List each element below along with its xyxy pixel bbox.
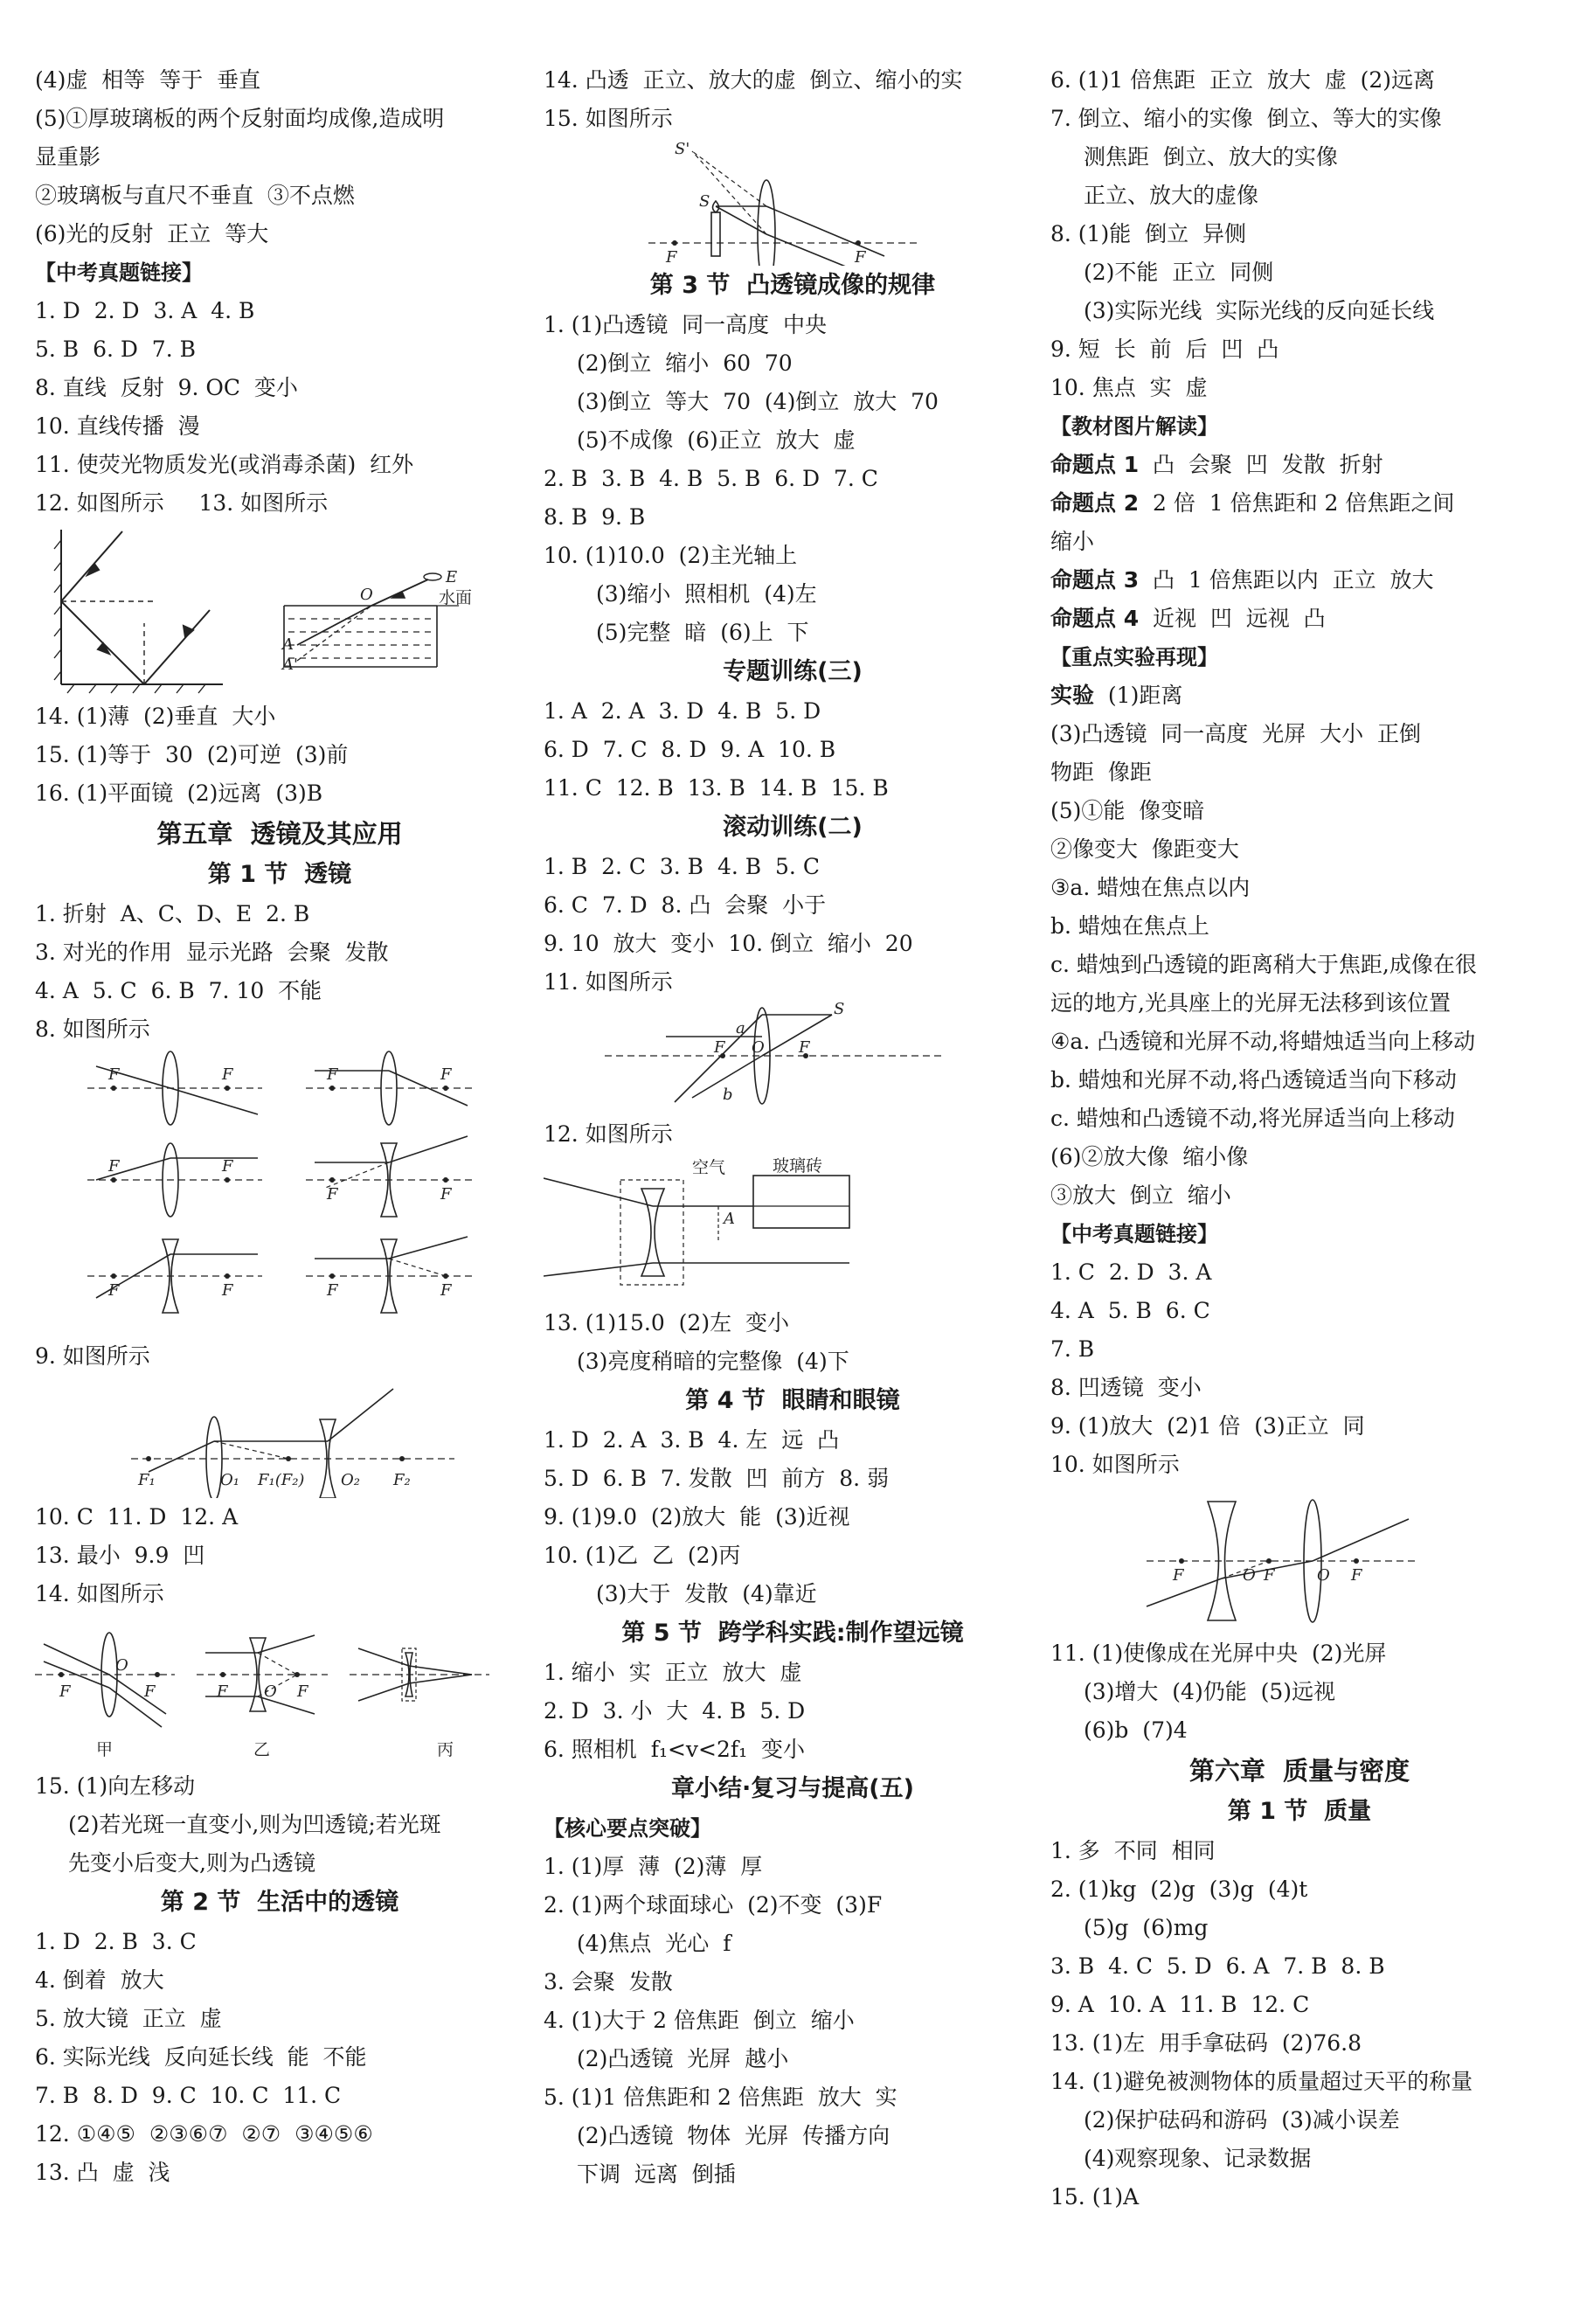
text-line: 11. C 12. B 13. B 14. B 15. B bbox=[544, 775, 889, 801]
fig-label-O: O bbox=[1317, 1566, 1330, 1585]
figure-three-lens-cases bbox=[35, 1613, 524, 1767]
text-line: 15. 如图所示 bbox=[544, 106, 673, 131]
text-line: 1. 缩小 实 正立 放大 虚 bbox=[544, 1660, 802, 1685]
text-line: (3)亮度稍暗的完整像 (4)下 bbox=[577, 1349, 849, 1374]
text-line: (2)凸透镜 物体 光屏 传播方向 bbox=[577, 2123, 890, 2148]
fig-label-O1: O₁ bbox=[220, 1471, 239, 1489]
fig-label-F: F bbox=[440, 1185, 452, 1204]
text-line: 6. 照相机 f₁<v<2f₁ 变小 bbox=[544, 1737, 806, 1762]
text-line: 10. 如图所示 bbox=[1050, 1452, 1180, 1477]
fig-label-F: F bbox=[855, 248, 866, 266]
fig-label-F: F bbox=[799, 1038, 810, 1057]
text-line bbox=[1050, 676, 1549, 715]
fig-label-F: F bbox=[1351, 1566, 1362, 1585]
text-line: 1. B 2. C 3. B 4. B 5. C bbox=[544, 854, 820, 879]
section-title: 第 3 节 凸透镜成像的规律 bbox=[649, 272, 936, 299]
fig-label-F: F bbox=[327, 1185, 338, 1204]
text-line: 10. (1)乙 乙 (2)丙 bbox=[544, 1543, 741, 1568]
section-label: 【教材图片解读】 bbox=[1050, 414, 1218, 439]
text-line: 正立、放大的虚像 bbox=[1084, 183, 1259, 208]
text-line: 4. A 5. B 6. C bbox=[1050, 1298, 1210, 1323]
fig-label-F: F bbox=[108, 1157, 120, 1176]
text-line: (5)完整 暗 (6)上 下 bbox=[596, 620, 809, 645]
figure-two-lenses bbox=[35, 1376, 524, 1498]
text-line: ③a. 蜡烛在焦点以内 bbox=[1050, 875, 1251, 900]
point-label: 命题点 4 bbox=[1050, 606, 1140, 631]
text-line: 10. C 11. D 12. A bbox=[35, 1504, 239, 1530]
text-line: 14. 如图所示 bbox=[35, 1581, 164, 1606]
text-line: 9. 如图所示 bbox=[35, 1343, 150, 1369]
text-line: 5. (1)1 倍焦距和 2 倍焦距 放大 实 bbox=[544, 2085, 897, 2110]
text-line: ②玻璃板与直尺不垂直 ③不点燃 bbox=[35, 183, 355, 208]
text-line: 8. 如图所示 bbox=[35, 1016, 150, 1042]
text-line: 3. B 4. C 5. D 6. A 7. B 8. B bbox=[1050, 1953, 1385, 1979]
text-line: 1. 折射 A、C、D、E 2. B bbox=[35, 901, 310, 926]
text-line: 8. B 9. B bbox=[544, 504, 646, 530]
text-line: 8. (1)能 倒立 异侧 bbox=[1050, 221, 1246, 246]
text-line: 8. 直线 反射 9. OC 变小 bbox=[35, 375, 298, 400]
text-line: 1. D 2. D 3. A 4. B bbox=[35, 298, 255, 323]
fig-label-F: F bbox=[108, 1281, 120, 1300]
text-line: 5. 放大镜 正立 虚 bbox=[35, 2006, 222, 2031]
fig-label-F: F bbox=[1173, 1566, 1184, 1585]
text-line: 4. 倒着 放大 bbox=[35, 1967, 164, 1993]
fig-label-F2: F₂ bbox=[393, 1471, 411, 1489]
text-line: 13. (1)左 用手拿砝码 (2)76.8 bbox=[1050, 2030, 1362, 2056]
fig-label-F: F bbox=[327, 1065, 338, 1084]
text-line: (6)b (7)4 bbox=[1084, 1717, 1188, 1743]
figure-candle-convex-lens bbox=[544, 138, 1042, 266]
text-line: 1. (1)凸透镜 同一高度 中央 bbox=[544, 312, 827, 337]
text-line: 7. 倒立、缩小的实像 倒立、等大的实像 bbox=[1050, 106, 1442, 131]
text-line bbox=[1050, 561, 1549, 600]
text-line bbox=[1050, 446, 1549, 484]
point-label: 命题点 2 bbox=[1050, 490, 1140, 516]
text-line: 缩小 bbox=[1050, 529, 1095, 554]
text-line: 显重影 bbox=[35, 144, 101, 170]
text-line: 2. (1)两个球面球心 (2)不变 (3)F bbox=[544, 1892, 883, 1918]
section-label: 【重点实验再现】 bbox=[1050, 645, 1218, 669]
text-line: 15. (1)向左移动 bbox=[35, 1773, 196, 1799]
text-line: c. 蜡烛到凸透镜的距离稍大于焦距,成像在很 bbox=[1050, 952, 1477, 977]
text-line bbox=[1050, 600, 1549, 638]
fig-caption-jia: 甲 bbox=[96, 1740, 114, 1759]
section-title: 第 5 节 跨学科实践:制作望远镜 bbox=[621, 1620, 964, 1647]
text-line: 6. D 7. C 8. D 9. A 10. B bbox=[544, 737, 836, 762]
text-line: 1. C 2. D 3. A bbox=[1050, 1259, 1212, 1285]
text-line: 4. (1)大于 2 倍焦距 倒立 缩小 bbox=[544, 2008, 855, 2033]
text-line: (6)②放大像 缩小像 bbox=[1050, 1144, 1249, 1169]
fig-label-A: A bbox=[724, 1210, 735, 1228]
fig-label-F: F bbox=[222, 1065, 233, 1084]
fig-label-S: S bbox=[834, 1002, 845, 1018]
text-line: 11. 如图所示 bbox=[544, 969, 673, 995]
fig-label-F: F bbox=[666, 248, 677, 266]
text-line: 15. (1)A bbox=[1050, 2184, 1140, 2210]
text-line: 15. (1)等于 30 (2)可逆 (3)前 bbox=[35, 742, 349, 767]
text-line: 5. B 6. D 7. B bbox=[35, 336, 196, 362]
text-line: (3)实际光线 实际光线的反向延长线 bbox=[1084, 298, 1435, 323]
text-line: 16. (1)平面镜 (2)远离 (3)B bbox=[35, 780, 323, 806]
fig-label-F: F bbox=[297, 1682, 308, 1701]
text-line: 13. 最小 9.9 凹 bbox=[35, 1543, 205, 1568]
text-line: 4. A 5. C 6. B 7. 10 不能 bbox=[35, 978, 322, 1003]
text-line: 13. (1)15.0 (2)左 变小 bbox=[544, 1310, 789, 1335]
section-title: 专题训练(三) bbox=[723, 658, 863, 685]
text-line: (5)g (6)mg bbox=[1084, 1915, 1209, 1940]
text-line: (2)不能 正立 同侧 bbox=[1084, 260, 1274, 285]
text-line: 9. 短 长 前 后 凹 凸 bbox=[1050, 336, 1279, 362]
fig-label-F: F bbox=[222, 1281, 233, 1300]
text-line: 远的地方,光具座上的光屏无法移到该位置 bbox=[1050, 990, 1451, 1016]
fig-caption-bing: 丙 bbox=[437, 1740, 454, 1759]
point-label: 命题点 3 bbox=[1050, 567, 1140, 593]
section-title: 章小结·复习与提高(五) bbox=[671, 1775, 914, 1802]
figure-glass-block bbox=[544, 1154, 1042, 1304]
section-title: 滚动训练(二) bbox=[723, 814, 863, 841]
fig-label-a: a bbox=[736, 1019, 745, 1037]
text-line: (5)不成像 (6)正立 放大 虚 bbox=[577, 427, 856, 453]
text-line: (2)倒立 缩小 60 70 bbox=[577, 350, 793, 376]
text-line: 12. 如图所示 13. 如图所示 bbox=[35, 490, 329, 516]
text-line: 6. C 7. D 8. 凸 会聚 小于 bbox=[544, 892, 827, 918]
fig-label-F: F bbox=[1264, 1566, 1275, 1585]
fig-label-F1F2: F₁(F₂) bbox=[258, 1471, 305, 1489]
chapter-title: 第五章 透镜及其应用 bbox=[156, 819, 403, 849]
text-line: (5)①厚玻璃板的两个反射面均成像,造成明 bbox=[35, 106, 445, 131]
text-line: b. 蜡烛和光屏不动,将凸透镜适当向下移动 bbox=[1050, 1067, 1457, 1093]
fig-label-F1: F₁ bbox=[138, 1471, 156, 1489]
text-line: (3)凸透镜 同一高度 光屏 大小 正倒 bbox=[1050, 721, 1421, 746]
text-line: ②像变大 像距变大 bbox=[1050, 836, 1239, 862]
text-line: 6. (1)1 倍焦距 正立 放大 虚 (2)远离 bbox=[1050, 67, 1436, 93]
text-line: 12. 如图所示 bbox=[544, 1121, 673, 1147]
experiment-label: 实验 bbox=[1050, 683, 1095, 708]
point-text: 凸 1 倍焦距以内 正立 放大 bbox=[1139, 567, 1434, 593]
text-line: 10. 焦点 实 虚 bbox=[1050, 375, 1208, 400]
fig-label-O: O bbox=[360, 586, 373, 604]
fig-label-F: F bbox=[59, 1682, 71, 1701]
fig-label-F: F bbox=[144, 1682, 156, 1701]
text-line: (6)光的反射 正立 等大 bbox=[35, 221, 269, 246]
text-line: (3)倒立 等大 70 (4)倒立 放大 70 bbox=[577, 389, 939, 414]
column-3 bbox=[1050, 61, 1549, 2216]
figure-concave-convex-pair bbox=[1050, 1484, 1549, 1634]
section-label: 【中考真题链接】 bbox=[1050, 1222, 1218, 1246]
text-line: ④a. 凸透镜和光屏不动,将蜡烛适当向上移动 bbox=[1050, 1029, 1476, 1054]
fig-label-air: 空气 bbox=[692, 1158, 726, 1177]
text-line: 3. 会聚 发散 bbox=[544, 1969, 673, 1994]
text-line: 2. D 3. 小 大 4. B 5. D bbox=[544, 1698, 806, 1724]
text-line: 13. 凸 虚 浅 bbox=[35, 2160, 170, 2185]
fig-label-F: F bbox=[714, 1038, 725, 1057]
text-line: 2. (1)kg (2)g (3)g (4)t bbox=[1050, 1877, 1308, 1902]
text-line: 14. (1)避免被测物体的质量超过天平的称量 bbox=[1050, 2069, 1473, 2094]
fig-label-O: O bbox=[115, 1656, 128, 1675]
text-line: 9. 10 放大 变小 10. 倒立 缩小 20 bbox=[544, 931, 913, 956]
text-line: b. 蜡烛在焦点上 bbox=[1050, 913, 1209, 939]
text-line bbox=[1050, 484, 1549, 523]
fig-label-O: O bbox=[752, 1038, 765, 1057]
section-label: 【中考真题链接】 bbox=[35, 260, 203, 285]
text-line: (4)焦点 光心 f bbox=[577, 1931, 731, 1956]
text-line: 2. B 3. B 4. B 5. B 6. D 7. C bbox=[544, 466, 878, 491]
text-line: ③放大 倒立 缩小 bbox=[1050, 1183, 1231, 1208]
text-line: (3)缩小 照相机 (4)左 bbox=[596, 581, 817, 607]
fig-label-F: F bbox=[327, 1281, 338, 1300]
section-title: 第 2 节 生活中的透镜 bbox=[160, 1889, 399, 1916]
point-text: 2 倍 1 倍焦距和 2 倍焦距之间 bbox=[1139, 490, 1455, 516]
text-line: 11. (1)使像成在光屏中央 (2)光屏 bbox=[1050, 1641, 1387, 1666]
fig-label-F: F bbox=[222, 1157, 233, 1176]
fig-label-A: A bbox=[282, 635, 294, 654]
text-line: 7. B 8. D 9. C 10. C 11. C bbox=[35, 2083, 342, 2108]
text-line: 1. A 2. A 3. D 4. B 5. D bbox=[544, 698, 821, 724]
figure-mirror-and-water bbox=[35, 523, 524, 697]
text-line: 1. (1)厚 薄 (2)薄 厚 bbox=[544, 1854, 763, 1879]
text-line: 10. (1)10.0 (2)主光轴上 bbox=[544, 543, 798, 568]
figure-lens-ray-diagrams bbox=[35, 1049, 524, 1337]
fig-label-glass-brick: 玻璃砖 bbox=[773, 1156, 823, 1176]
text-line: (2)凸透镜 光屏 越小 bbox=[577, 2046, 789, 2071]
fig-label-water-surface: 水面 bbox=[439, 588, 473, 607]
fig-label-S: S bbox=[699, 192, 710, 211]
point-text: 凸 会聚 凹 发散 折射 bbox=[1139, 452, 1383, 477]
text-line: 9. (1)放大 (2)1 倍 (3)正立 同 bbox=[1050, 1413, 1365, 1439]
text-line: 10. 直线传播 漫 bbox=[35, 413, 200, 439]
section-title: 第 1 节 透镜 bbox=[207, 861, 352, 888]
text-line: 12. ①④⑤ ②③⑥⑦ ②⑦ ③④⑤⑥ bbox=[35, 2121, 373, 2147]
fig-label-A-prime: A' bbox=[282, 656, 298, 674]
point-text: 近视 凹 远视 凸 bbox=[1139, 606, 1326, 631]
fig-label-E: E bbox=[446, 568, 458, 586]
text-line: 14. 凸透 正立、放大的虚 倒立、缩小的实 bbox=[544, 67, 963, 93]
fig-label-F: F bbox=[217, 1682, 228, 1701]
section-title: 第 4 节 眼睛和眼镜 bbox=[685, 1387, 900, 1414]
figure-convex-ray-ab bbox=[544, 1002, 1042, 1115]
section-label: 【核心要点突破】 bbox=[544, 1816, 711, 1841]
text-line: 1. 多 不同 相同 bbox=[1050, 1838, 1216, 1863]
text-line: (4)观察现象、记录数据 bbox=[1084, 2146, 1312, 2171]
fig-label-F: F bbox=[440, 1065, 452, 1084]
fig-caption-yi: 乙 bbox=[253, 1740, 271, 1759]
text-line: 先变小后变大,则为凸透镜 bbox=[68, 1850, 315, 1876]
text-line: 11. 使荧光物质发光(或消毒杀菌) 红外 bbox=[35, 452, 414, 477]
text-line: 下调 远离 倒插 bbox=[577, 2161, 736, 2187]
column-1 bbox=[35, 61, 524, 2192]
fig-label-F: F bbox=[108, 1065, 120, 1084]
text-line: 5. D 6. B 7. 发散 凹 前方 8. 弱 bbox=[544, 1466, 890, 1491]
text-line: c. 蜡烛和凸透镜不动,将光屏适当向上移动 bbox=[1050, 1106, 1455, 1131]
text-line: 8. 凹透镜 变小 bbox=[1050, 1375, 1202, 1400]
fig-label-O: O bbox=[1243, 1566, 1256, 1585]
fig-label-F: F bbox=[440, 1281, 452, 1300]
fig-label-S-prime: S' bbox=[675, 140, 690, 158]
experiment-text: (1)距离 bbox=[1094, 683, 1183, 708]
text-line: 7. B bbox=[1050, 1336, 1095, 1362]
text-line: 1. D 2. A 3. B 4. 左 远 凸 bbox=[544, 1427, 840, 1453]
text-line: 9. A 10. A 11. B 12. C bbox=[1050, 1992, 1310, 2017]
text-line: (3)增大 (4)仍能 (5)远视 bbox=[1084, 1679, 1336, 1704]
chapter-title: 第六章 质量与密度 bbox=[1188, 1756, 1410, 1786]
point-label: 命题点 1 bbox=[1050, 452, 1140, 477]
text-line: 3. 对光的作用 显示光路 会聚 发散 bbox=[35, 940, 389, 965]
fig-label-O2: O₂ bbox=[341, 1471, 360, 1489]
text-line: 1. D 2. B 3. C bbox=[35, 1929, 197, 1954]
column-2 bbox=[544, 61, 1042, 2194]
text-line: 14. (1)薄 (2)垂直 大小 bbox=[35, 704, 276, 729]
text-line: 9. (1)9.0 (2)放大 能 (3)近视 bbox=[544, 1504, 850, 1530]
fig-label-O: O bbox=[264, 1682, 277, 1701]
section-title: 第 1 节 质量 bbox=[1227, 1798, 1372, 1825]
text-line: (2)若光斑一直变小,则为凹透镜;若光斑 bbox=[68, 1812, 441, 1837]
text-line: (5)①能 像变暗 bbox=[1050, 798, 1205, 823]
text-line: (3)大于 发散 (4)靠近 bbox=[596, 1581, 817, 1606]
text-line: 物距 像距 bbox=[1050, 760, 1152, 785]
text-line: 6. 实际光线 反向延长线 能 不能 bbox=[35, 2044, 367, 2070]
text-line: (2)保护砝码和游码 (3)减小误差 bbox=[1084, 2107, 1400, 2133]
text-line: 测焦距 倒立、放大的实像 bbox=[1084, 144, 1338, 170]
fig-label-b: b bbox=[723, 1086, 733, 1104]
text-line: (4)虚 相等 等于 垂直 bbox=[35, 67, 261, 93]
